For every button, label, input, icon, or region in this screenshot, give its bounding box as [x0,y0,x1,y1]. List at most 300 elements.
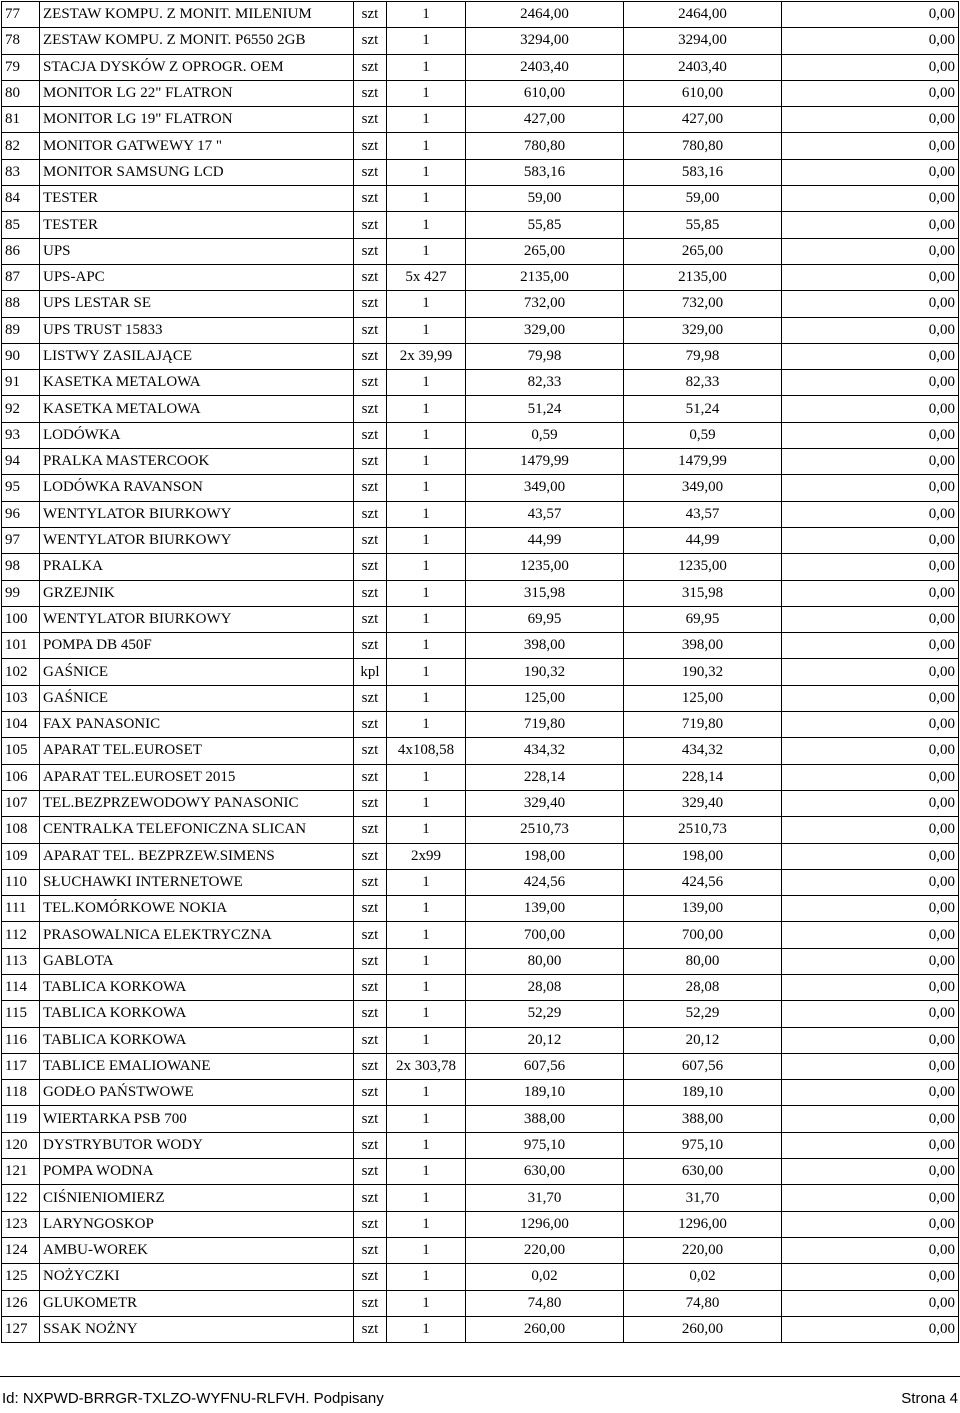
item-value: 329,00 [624,317,782,343]
table-row [2,843,959,869]
item-price: 719,80 [466,712,624,738]
item-unit: szt [354,633,387,659]
item-remaining-value: 0,00 [782,1001,959,1027]
item-remaining-value: 0,00 [782,133,959,159]
item-price: 59,00 [466,186,624,212]
item-value: 79,98 [624,343,782,369]
item-name: PRALKA [40,554,354,580]
row-number: 111 [2,896,40,922]
row-number: 109 [2,843,40,869]
item-value: 1235,00 [624,554,782,580]
item-value: 80,00 [624,948,782,974]
item-value: 0,02 [624,1264,782,1290]
item-price: 607,56 [466,1053,624,1079]
row-number: 78 [2,28,40,54]
item-price: 125,00 [466,685,624,711]
item-name: TABLICA KORKOWA [40,1001,354,1027]
row-number: 106 [2,764,40,790]
table-row [2,80,959,106]
item-value: 349,00 [624,475,782,501]
row-number: 110 [2,869,40,895]
item-unit: szt [354,896,387,922]
table-row [2,107,959,133]
item-quantity: 1 [387,659,466,685]
row-number: 104 [2,712,40,738]
item-name: UPS [40,238,354,264]
item-value: 220,00 [624,1237,782,1263]
item-remaining-value: 0,00 [782,817,959,843]
item-remaining-value: 0,00 [782,659,959,685]
item-value: 190,32 [624,659,782,685]
item-price: 79,98 [466,343,624,369]
row-number: 122 [2,1185,40,1211]
item-quantity: 1 [387,28,466,54]
table-row [2,1027,959,1053]
row-number: 82 [2,133,40,159]
item-name: LISTWY ZASILAJĄCE [40,343,354,369]
item-value: 583,16 [624,159,782,185]
item-remaining-value: 0,00 [782,422,959,448]
item-remaining-value: 0,00 [782,896,959,922]
item-price: 265,00 [466,238,624,264]
item-remaining-value: 0,00 [782,922,959,948]
item-price: 2510,73 [466,817,624,843]
item-quantity: 5x 427 [387,264,466,290]
inventory-table [1,1,959,1343]
row-number: 125 [2,1264,40,1290]
table-row [2,790,959,816]
item-remaining-value: 0,00 [782,580,959,606]
item-unit: szt [354,80,387,106]
item-name: CIŚNIENIOMIERZ [40,1185,354,1211]
table-row [2,186,959,212]
item-quantity: 1 [387,869,466,895]
item-remaining-value: 0,00 [782,238,959,264]
table-row [2,1185,959,1211]
item-unit: szt [354,291,387,317]
item-unit: kpl [354,659,387,685]
table-row [2,370,959,396]
item-remaining-value: 0,00 [782,1290,959,1316]
item-price: 31,70 [466,1185,624,1211]
item-remaining-value: 0,00 [782,527,959,553]
item-name: LODÓWKA [40,422,354,448]
row-number: 90 [2,343,40,369]
item-price: 69,95 [466,606,624,632]
item-name: TABLICA KORKOWA [40,1027,354,1053]
item-remaining-value: 0,00 [782,1237,959,1263]
item-name: CENTRALKA TELEFONICZNA SLICAN [40,817,354,843]
item-unit: szt [354,1106,387,1132]
item-price: 74,80 [466,1290,624,1316]
item-quantity: 1 [387,291,466,317]
item-quantity: 1 [387,896,466,922]
item-name: ZESTAW KOMPU. Z MONIT. MILENIUM [40,2,354,28]
item-remaining-value: 0,00 [782,159,959,185]
item-name: APARAT TEL.EUROSET 2015 [40,764,354,790]
item-remaining-value: 0,00 [782,186,959,212]
item-value: 780,80 [624,133,782,159]
item-value: 434,32 [624,738,782,764]
row-number: 77 [2,2,40,28]
item-unit: szt [354,1053,387,1079]
item-remaining-value: 0,00 [782,712,959,738]
item-value: 189,10 [624,1080,782,1106]
item-name: MONITOR GATWEWY 17 " [40,133,354,159]
item-price: 434,32 [466,738,624,764]
item-remaining-value: 0,00 [782,1080,959,1106]
item-value: 610,00 [624,80,782,106]
item-unit: szt [354,212,387,238]
item-quantity: 1 [387,974,466,1000]
item-quantity: 1 [387,554,466,580]
item-value: 139,00 [624,896,782,922]
item-unit: szt [354,869,387,895]
item-remaining-value: 0,00 [782,738,959,764]
table-row [2,212,959,238]
row-number: 83 [2,159,40,185]
item-unit: szt [354,501,387,527]
item-remaining-value: 0,00 [782,633,959,659]
page-number: Strona 4 [901,1390,958,1407]
item-unit: szt [354,1159,387,1185]
item-unit: szt [354,922,387,948]
item-name: APARAT TEL.EUROSET [40,738,354,764]
item-value: 2510,73 [624,817,782,843]
table-row [2,238,959,264]
row-number: 120 [2,1132,40,1158]
item-quantity: 1 [387,685,466,711]
item-unit: szt [354,475,387,501]
item-price: 424,56 [466,869,624,895]
item-quantity: 1 [387,186,466,212]
table-row [2,449,959,475]
item-unit: szt [354,343,387,369]
item-unit: szt [354,28,387,54]
item-quantity: 1 [387,1159,466,1185]
table-row [2,501,959,527]
item-quantity: 1 [387,1211,466,1237]
item-name: SŁUCHAWKI INTERNETOWE [40,869,354,895]
item-remaining-value: 0,00 [782,291,959,317]
item-remaining-value: 0,00 [782,1053,959,1079]
table-row [2,1159,959,1185]
item-price: 329,40 [466,790,624,816]
row-number: 124 [2,1237,40,1263]
item-remaining-value: 0,00 [782,790,959,816]
item-remaining-value: 0,00 [782,1316,959,1342]
item-unit: szt [354,685,387,711]
item-unit: szt [354,422,387,448]
row-number: 89 [2,317,40,343]
row-number: 92 [2,396,40,422]
item-name: UPS-APC [40,264,354,290]
item-unit: szt [354,370,387,396]
table-row [2,869,959,895]
item-value: 43,57 [624,501,782,527]
item-name: PRASOWALNICA ELEKTRYCZNA [40,922,354,948]
item-value: 59,00 [624,186,782,212]
item-quantity: 1 [387,159,466,185]
item-price: 228,14 [466,764,624,790]
item-value: 82,33 [624,370,782,396]
item-quantity: 1 [387,212,466,238]
item-name: KASETKA METALOWA [40,370,354,396]
item-unit: szt [354,133,387,159]
item-quantity: 1 [387,54,466,80]
item-value: 3294,00 [624,28,782,54]
item-price: 139,00 [466,896,624,922]
item-unit: szt [354,449,387,475]
item-price: 1479,99 [466,449,624,475]
row-number: 105 [2,738,40,764]
item-price: 43,57 [466,501,624,527]
item-quantity: 1 [387,501,466,527]
item-name: TABLICE EMALIOWANE [40,1053,354,1079]
row-number: 87 [2,264,40,290]
item-value: 388,00 [624,1106,782,1132]
item-remaining-value: 0,00 [782,948,959,974]
item-price: 28,08 [466,974,624,1000]
table-row [2,1316,959,1342]
item-remaining-value: 0,00 [782,1264,959,1290]
item-remaining-value: 0,00 [782,1159,959,1185]
item-price: 44,99 [466,527,624,553]
item-name: FAX PANASONIC [40,712,354,738]
item-price: 2403,40 [466,54,624,80]
item-quantity: 1 [387,238,466,264]
item-remaining-value: 0,00 [782,1185,959,1211]
item-value: 424,56 [624,869,782,895]
table-row [2,28,959,54]
inventory-table-body [2,2,959,1343]
item-quantity: 1 [387,527,466,553]
document-id: Id: NXPWD-BRRGR-TXLZO-WYFNU-RLFVH. Podpisany [2,1390,384,1407]
item-price: 51,24 [466,396,624,422]
item-value: 315,98 [624,580,782,606]
item-name: TESTER [40,212,354,238]
table-row [2,1053,959,1079]
row-number: 103 [2,685,40,711]
row-number: 93 [2,422,40,448]
item-remaining-value: 0,00 [782,212,959,238]
item-price: 329,00 [466,317,624,343]
row-number: 88 [2,291,40,317]
item-price: 349,00 [466,475,624,501]
item-remaining-value: 0,00 [782,764,959,790]
table-row [2,738,959,764]
table-row [2,606,959,632]
item-quantity: 2x99 [387,843,466,869]
item-remaining-value: 0,00 [782,107,959,133]
table-row [2,2,959,28]
item-value: 51,24 [624,396,782,422]
item-price: 315,98 [466,580,624,606]
row-number: 115 [2,1001,40,1027]
item-value: 74,80 [624,1290,782,1316]
table-row [2,712,959,738]
item-quantity: 1 [387,1316,466,1342]
item-name: LODÓWKA RAVANSON [40,475,354,501]
row-number: 91 [2,370,40,396]
item-price: 2464,00 [466,2,624,28]
item-name: KASETKA METALOWA [40,396,354,422]
item-unit: szt [354,238,387,264]
table-row [2,264,959,290]
item-unit: szt [354,606,387,632]
item-unit: szt [354,527,387,553]
row-number: 112 [2,922,40,948]
item-name: STACJA DYSKÓW Z OPROGR. OEM [40,54,354,80]
item-unit: szt [354,54,387,80]
item-name: UPS LESTAR SE [40,291,354,317]
table-row [2,974,959,1000]
item-value: 2464,00 [624,2,782,28]
item-unit: szt [354,264,387,290]
item-remaining-value: 0,00 [782,1211,959,1237]
item-price: 427,00 [466,107,624,133]
table-row [2,1264,959,1290]
item-quantity: 1 [387,1080,466,1106]
item-price: 732,00 [466,291,624,317]
row-number: 79 [2,54,40,80]
item-remaining-value: 0,00 [782,2,959,28]
item-unit: szt [354,712,387,738]
item-remaining-value: 0,00 [782,685,959,711]
item-value: 607,56 [624,1053,782,1079]
item-name: AMBU-WOREK [40,1237,354,1263]
table-row [2,685,959,711]
item-value: 2403,40 [624,54,782,80]
item-value: 719,80 [624,712,782,738]
item-quantity: 1 [387,422,466,448]
table-row [2,1290,959,1316]
row-number: 123 [2,1211,40,1237]
item-value: 700,00 [624,922,782,948]
row-number: 99 [2,580,40,606]
item-quantity: 1 [387,1001,466,1027]
item-value: 329,40 [624,790,782,816]
table-row [2,948,959,974]
item-value: 265,00 [624,238,782,264]
row-number: 114 [2,974,40,1000]
table-row [2,343,959,369]
item-quantity: 1 [387,817,466,843]
item-name: GABLOTA [40,948,354,974]
item-quantity: 1 [387,1027,466,1053]
item-name: MONITOR LG 19" FLATRON [40,107,354,133]
item-name: LARYNGOSKOP [40,1211,354,1237]
item-quantity: 1 [387,317,466,343]
item-name: SSAK NOŻNY [40,1316,354,1342]
item-quantity: 1 [387,1290,466,1316]
item-unit: szt [354,1264,387,1290]
item-quantity: 1 [387,107,466,133]
item-quantity: 1 [387,922,466,948]
item-unit: szt [354,1185,387,1211]
item-value: 975,10 [624,1132,782,1158]
item-remaining-value: 0,00 [782,1132,959,1158]
item-price: 198,00 [466,843,624,869]
item-quantity: 1 [387,1132,466,1158]
item-remaining-value: 0,00 [782,28,959,54]
row-number: 102 [2,659,40,685]
item-remaining-value: 0,00 [782,343,959,369]
table-row [2,1106,959,1132]
item-price: 220,00 [466,1237,624,1263]
item-remaining-value: 0,00 [782,1027,959,1053]
item-quantity: 1 [387,80,466,106]
row-number: 85 [2,212,40,238]
row-number: 95 [2,475,40,501]
row-number: 119 [2,1106,40,1132]
item-value: 198,00 [624,843,782,869]
row-number: 80 [2,80,40,106]
item-quantity: 2x 39,99 [387,343,466,369]
item-quantity: 1 [387,1237,466,1263]
item-name: TESTER [40,186,354,212]
item-name: TABLICA KORKOWA [40,974,354,1000]
item-remaining-value: 0,00 [782,1106,959,1132]
item-price: 0,02 [466,1264,624,1290]
table-row [2,896,959,922]
item-quantity: 1 [387,1264,466,1290]
item-unit: szt [354,1001,387,1027]
item-price: 700,00 [466,922,624,948]
table-row [2,1211,959,1237]
item-unit: szt [354,764,387,790]
item-remaining-value: 0,00 [782,974,959,1000]
item-remaining-value: 0,00 [782,80,959,106]
item-unit: szt [354,2,387,28]
item-unit: szt [354,580,387,606]
table-row [2,659,959,685]
item-name: DYSTRYBUTOR WODY [40,1132,354,1158]
row-number: 98 [2,554,40,580]
table-row [2,133,959,159]
row-number: 127 [2,1316,40,1342]
table-row [2,422,959,448]
item-remaining-value: 0,00 [782,501,959,527]
item-name: POMPA WODNA [40,1159,354,1185]
item-quantity: 1 [387,948,466,974]
item-price: 55,85 [466,212,624,238]
item-name: GRZEJNIK [40,580,354,606]
item-value: 427,00 [624,107,782,133]
item-unit: szt [354,186,387,212]
table-row [2,554,959,580]
item-price: 189,10 [466,1080,624,1106]
item-unit: szt [354,1211,387,1237]
table-row [2,527,959,553]
item-unit: szt [354,107,387,133]
item-quantity: 1 [387,1106,466,1132]
item-unit: szt [354,843,387,869]
item-unit: szt [354,1237,387,1263]
row-number: 113 [2,948,40,974]
item-name: WIERTARKA PSB 700 [40,1106,354,1132]
item-quantity: 1 [387,475,466,501]
table-row [2,817,959,843]
item-unit: szt [354,790,387,816]
item-remaining-value: 0,00 [782,396,959,422]
item-price: 20,12 [466,1027,624,1053]
table-row [2,475,959,501]
table-row [2,1132,959,1158]
row-number: 121 [2,1159,40,1185]
item-price: 52,29 [466,1001,624,1027]
item-quantity: 1 [387,396,466,422]
